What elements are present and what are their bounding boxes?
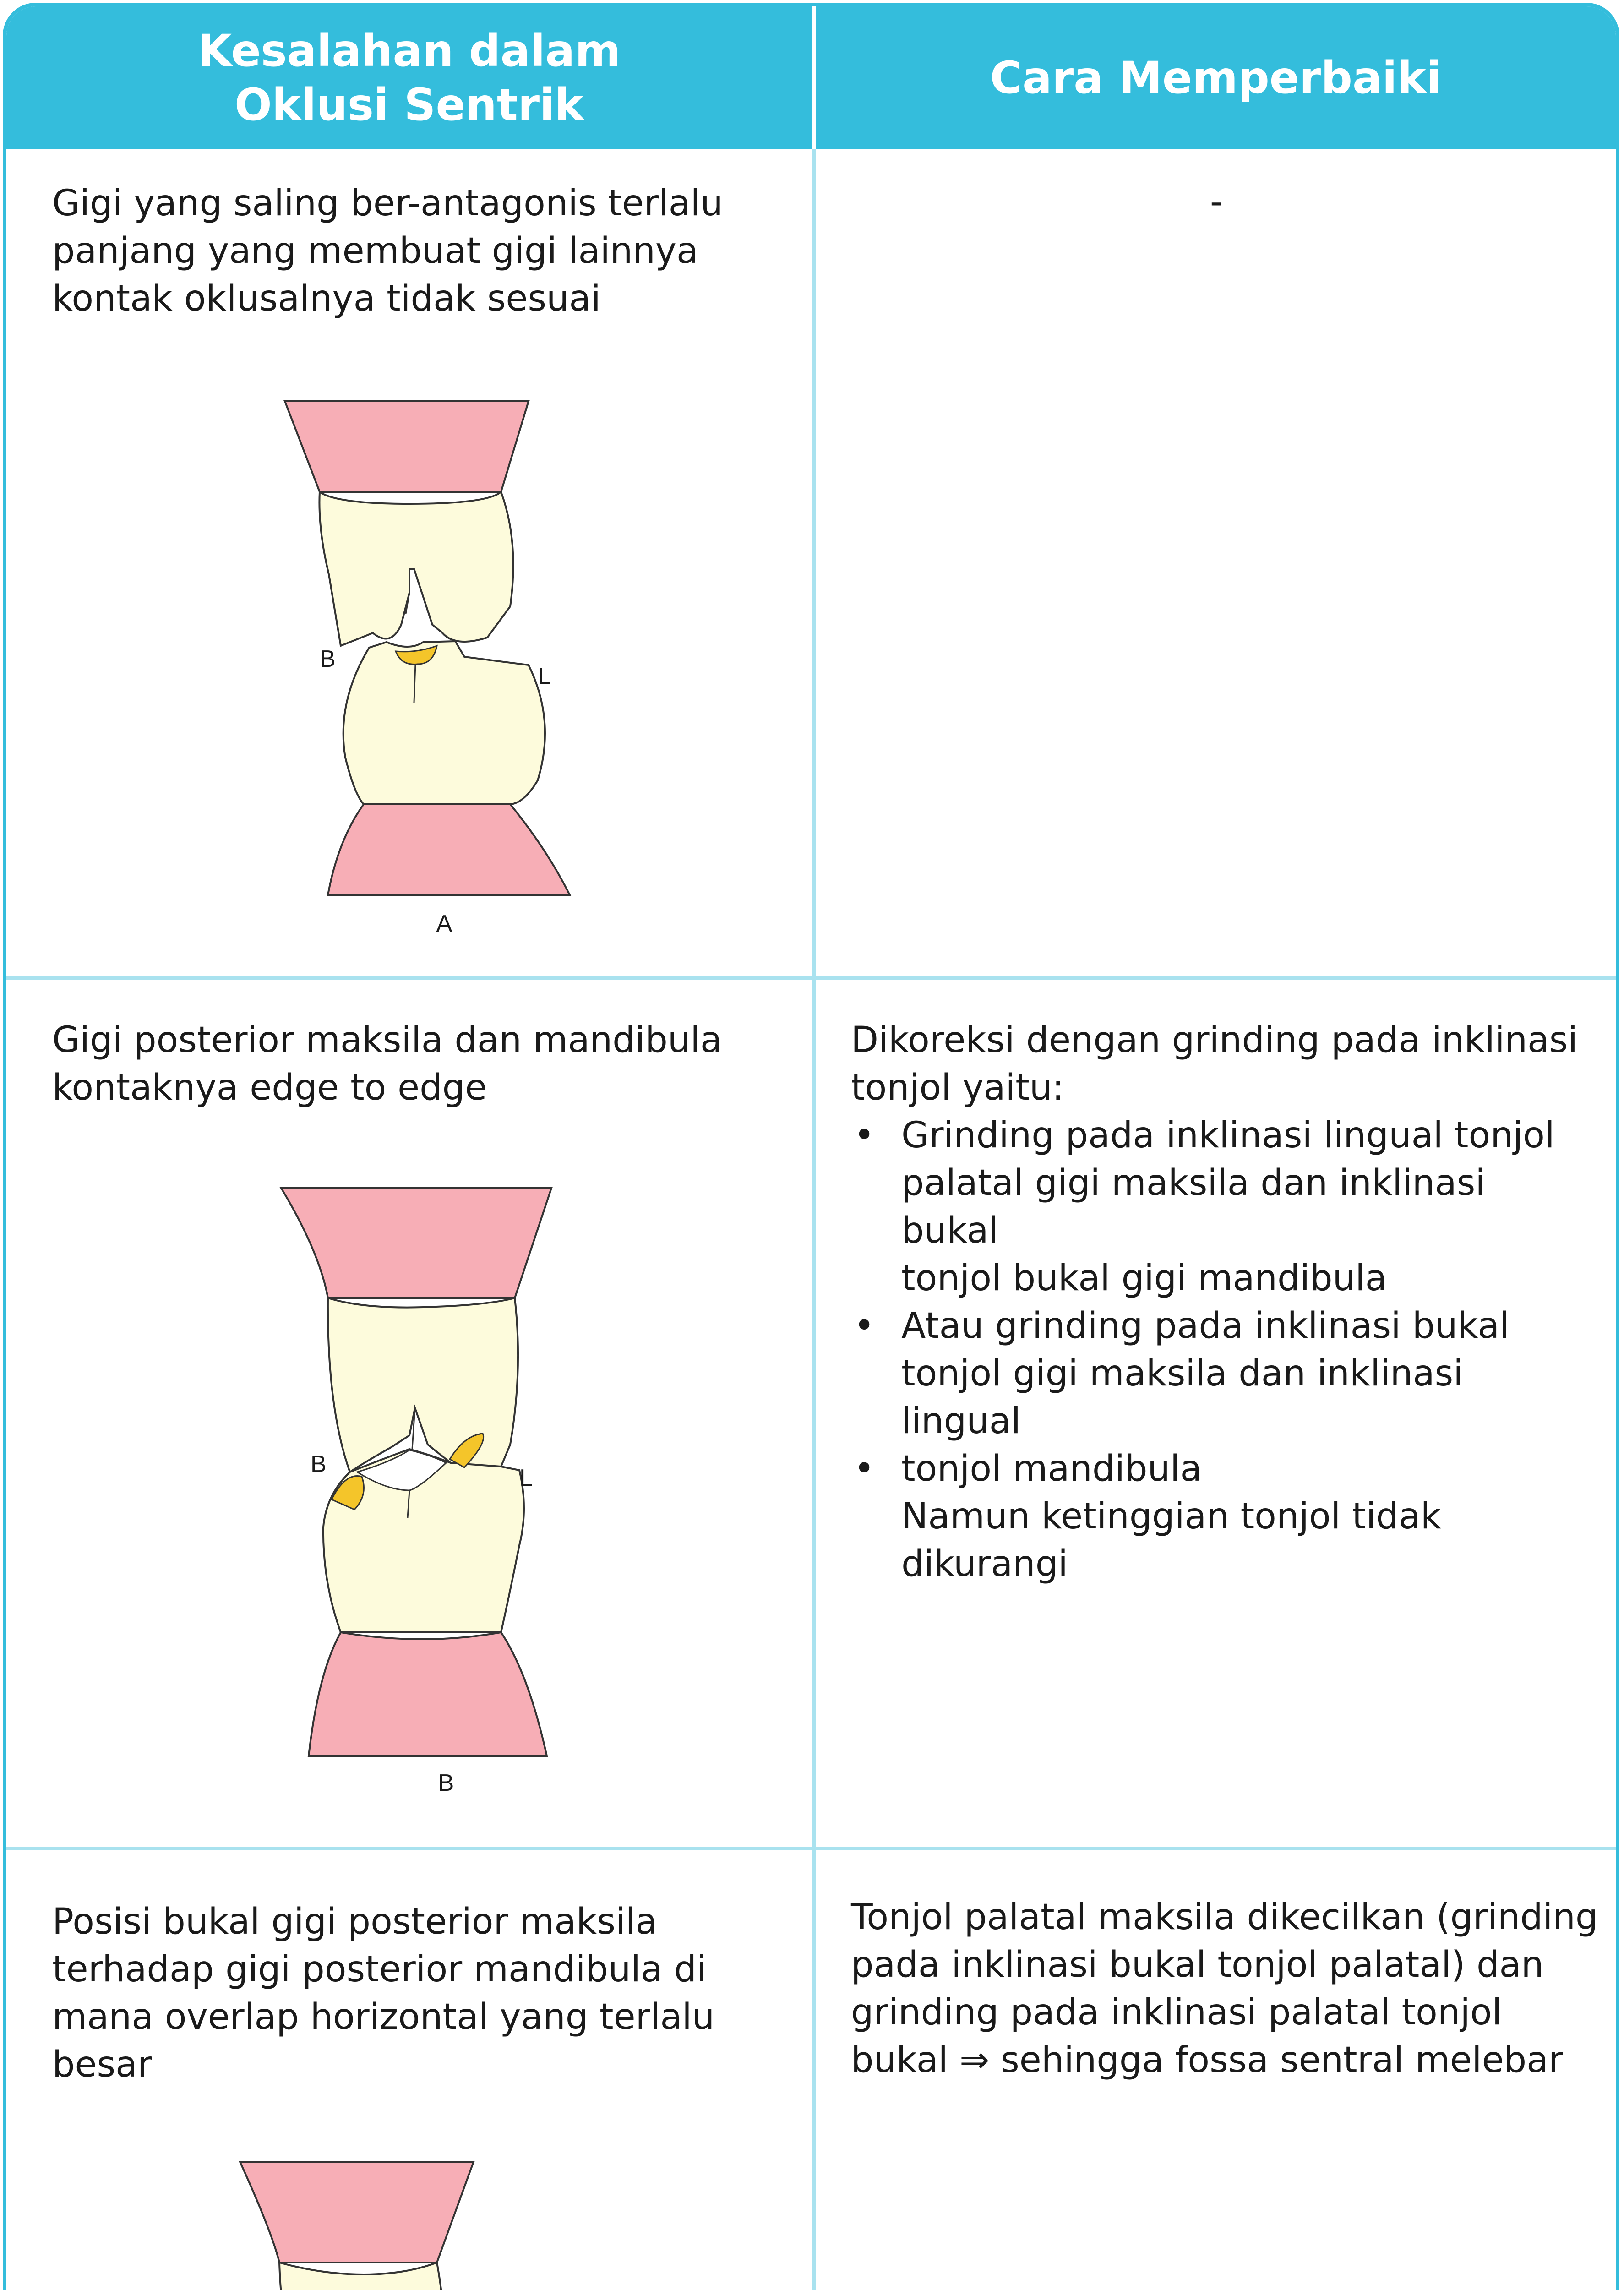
label-lingual: L [538,663,551,690]
list-item: • Atau grinding pada inklinasi bukal tonjol gigi maksila dan inklinasi lingual [854,1305,1510,1442]
header-divider [812,6,816,149]
header-fix-column: Cara Memperbaiki [990,52,1442,104]
table-frame [3,3,1619,2290]
row-2-fix-list [851,1112,1593,1588]
row-1-error-text: Gigi yang saling ber-antagonis terlalu panjang yang membuat gigi lainnya kontak oklusalnya tidak sesuai [52,183,723,319]
figure-b-tooth-diagram [272,1179,602,1829]
upper-tooth [328,1298,518,1472]
header-error-column: Kesalahan dalam Oklusi Sentrik [197,25,621,131]
mandible-gum [328,804,570,895]
row-divider-1 [6,976,1616,980]
row-2-fix-intro: Dikoreksi dengan grinding pada inklinasi tonjol yaitu: [851,1020,1578,1108]
maxilla-gum [285,401,529,492]
row-2-error-text: Gigi posterior maksila dan mandibula kontaknya edge to edge [52,1020,722,1108]
maxilla-gum [240,2162,474,2263]
figure-label: B [438,1770,454,1796]
label-buccal: B [311,1451,327,1478]
label-buccal: B [320,646,336,672]
list-item: • tonjol mandibula Namun ketinggian tonjol tidak dikurangi [854,1448,1441,1585]
row-3-fix-text: Tonjol palatal maksila dikecilkan (grinding pada inklinasi bukal tonjol palatal) dan grinding pada inklinasi palatal tonjol bukal ⇒ sehingga fossa sentral melebar [851,1897,1598,2081]
mandible-gum [309,1632,547,1756]
row-3-error-text: Posisi bukal gigi posterior maksila terhadap gigi posterior mandibula di mana overlap horizontal yang terlalu besar [52,1901,715,2085]
figure-a-tooth-diagram [272,391,602,941]
figure-label: A [436,911,452,937]
row-divider-2 [6,1847,1616,1850]
label-lingual: L [519,1465,533,1491]
figure-c-tooth-diagram [231,2154,579,2290]
table-header [6,6,1616,149]
lower-tooth [343,641,545,804]
row-1-fix-text: - [1210,181,1223,223]
upper-tooth [279,2263,444,2290]
upper-tooth [319,492,513,646]
list-item: • Grinding pada inklinasi lingual tonjol palatal gigi maksila dan inklinasi bukal tonjol bukal gigi mandibula [854,1115,1555,1299]
maxilla-gum [281,1188,551,1298]
column-divider [812,149,816,2290]
